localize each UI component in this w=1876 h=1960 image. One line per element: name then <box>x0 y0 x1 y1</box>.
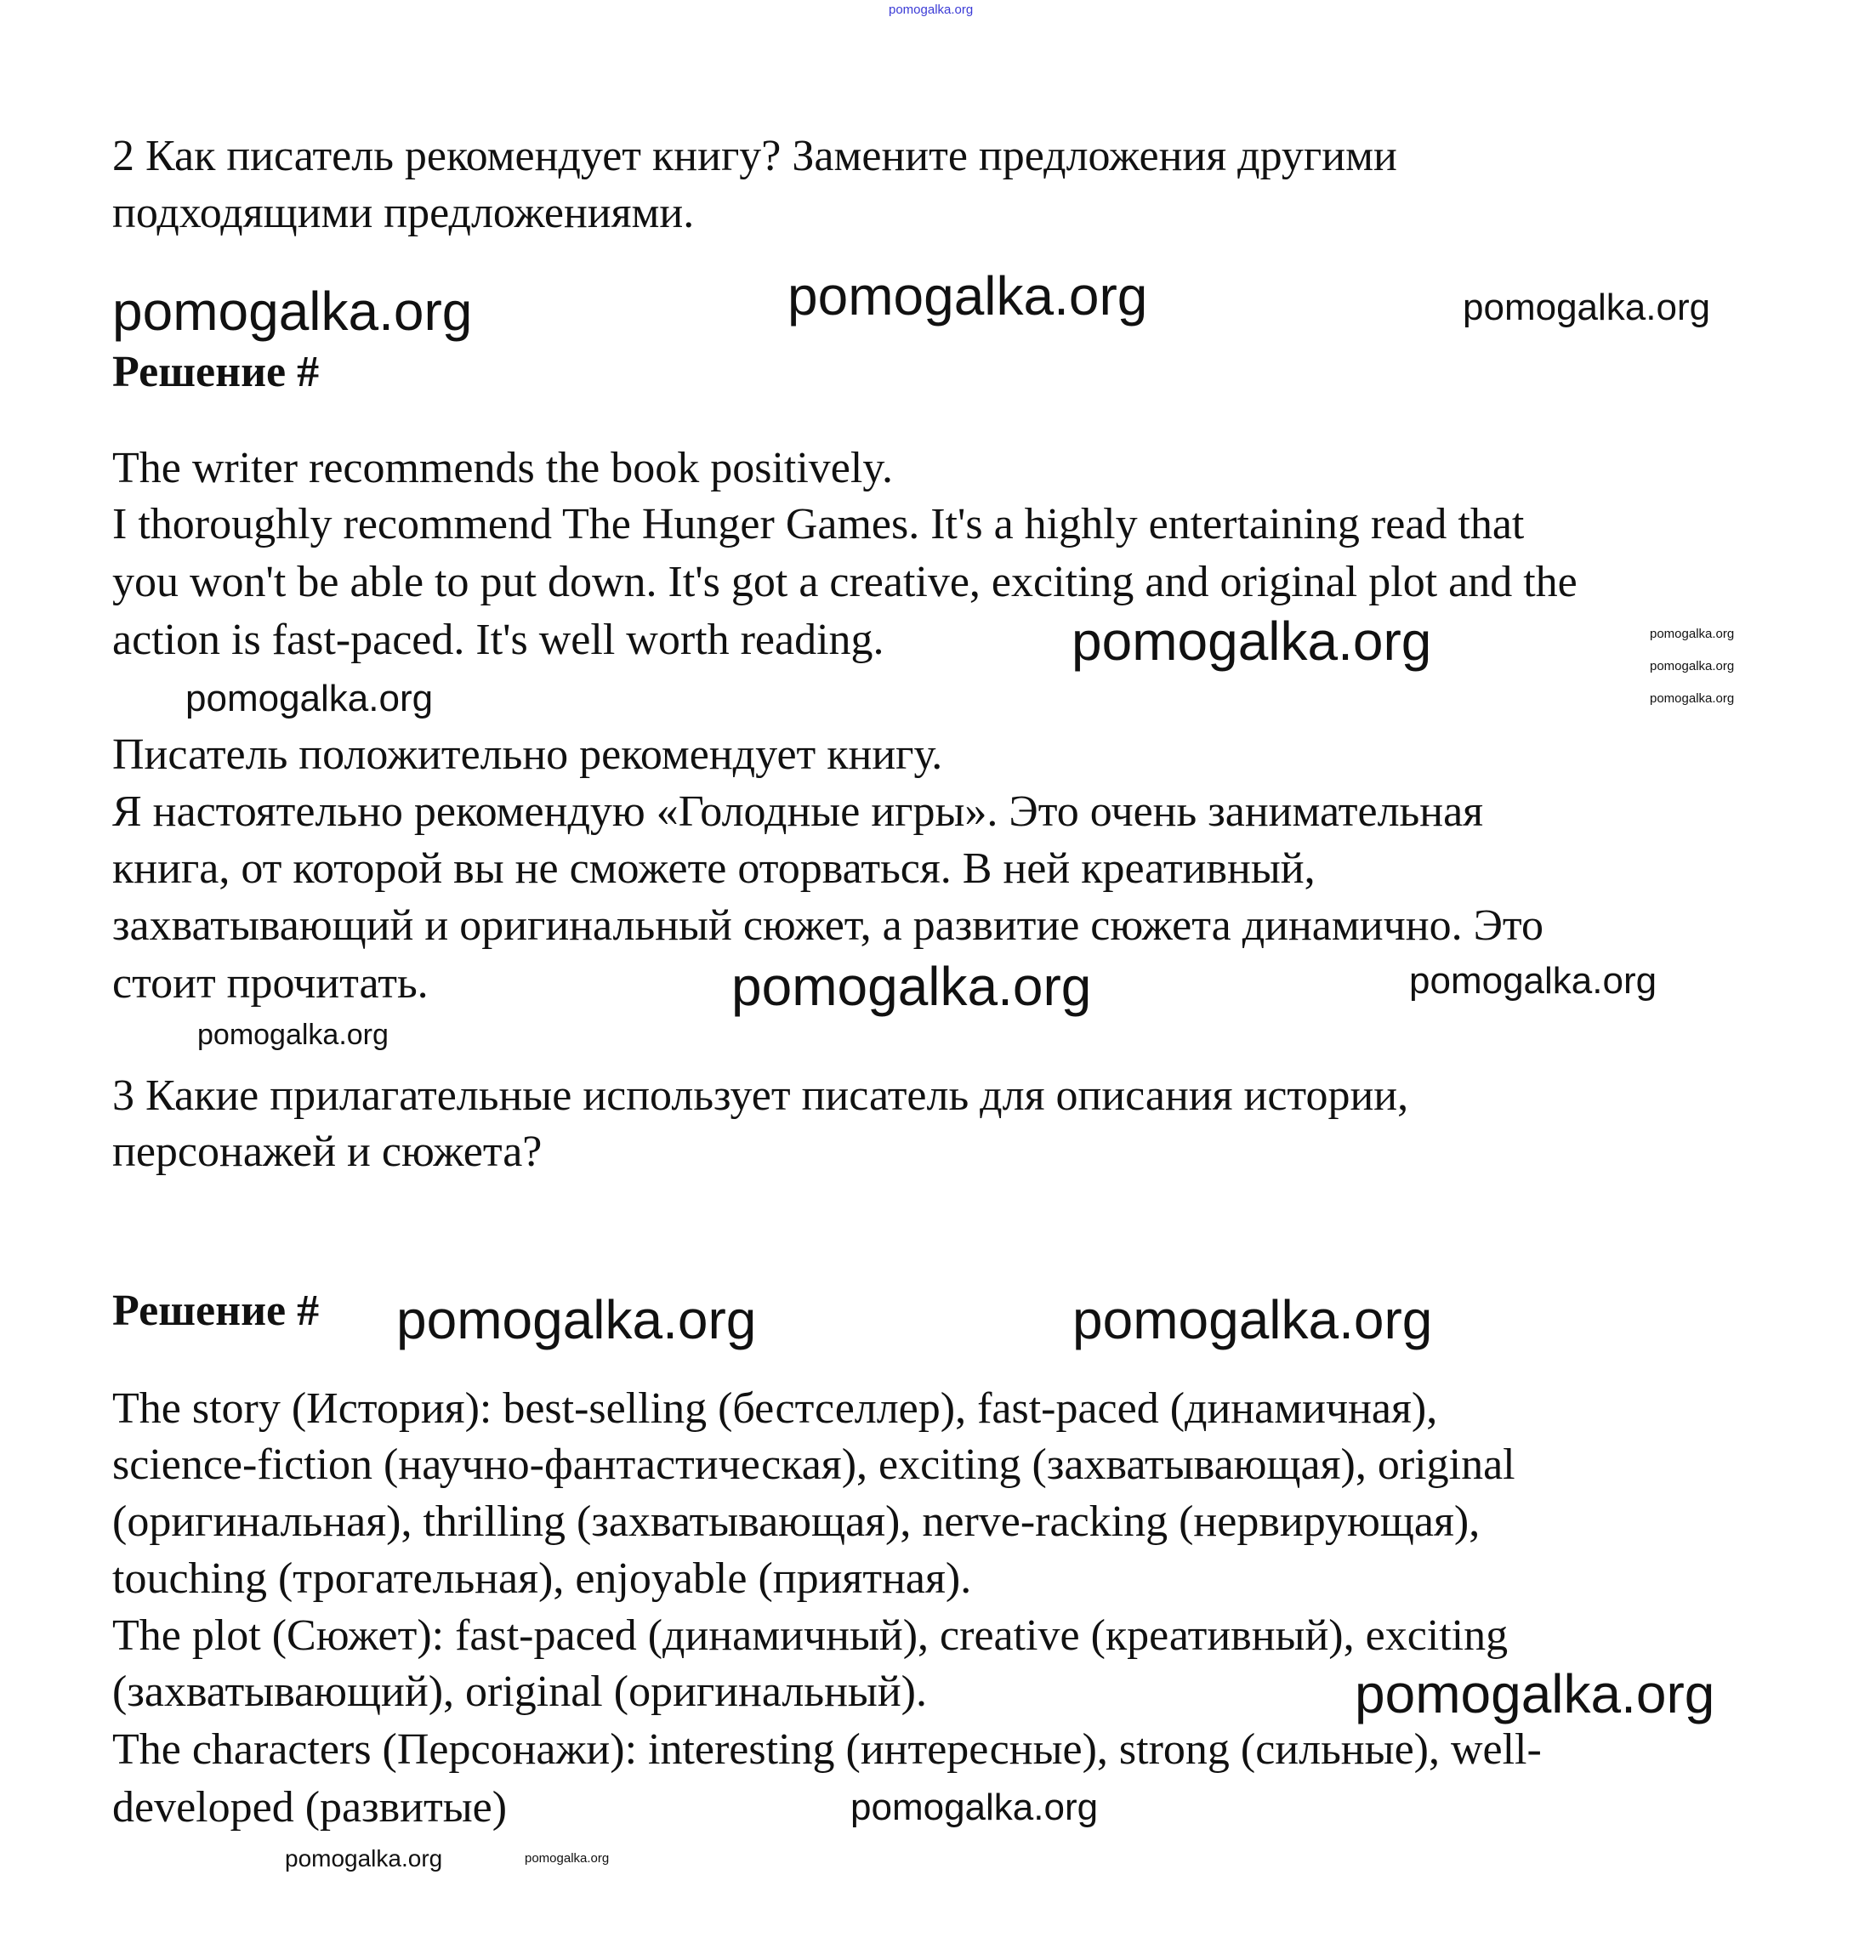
watermark: pomogalka.org <box>525 1851 610 1866</box>
question-line: 3 Какие прилагательные использует писатель для описания истории, <box>112 1071 1409 1120</box>
answer-line: The story (История): best-selling (бестселлер), fast-paced (динамичная), <box>112 1384 1438 1433</box>
watermark: pomogalka.org <box>1463 287 1711 328</box>
answer-line: The writer recommends the book positively. <box>112 444 893 492</box>
answer-line: action is fast-paced. It's well worth reading. <box>112 616 884 664</box>
answer-line: touching (трогательная), enjoyable (приятная). <box>112 1554 972 1603</box>
watermark: pomogalka.org <box>1650 659 1735 673</box>
watermark: pomogalka.org <box>1409 960 1657 1002</box>
answer-line: you won't be able to put down. It's got a creative, exciting and original plot and the <box>112 558 1578 606</box>
question-line: подходящими предложениями. <box>112 189 695 237</box>
answer-line: захватывающий и оригинальный сюжет, а развитие сюжета динамично. Это <box>112 901 1543 950</box>
watermark: pomogalka.org <box>1072 1289 1433 1350</box>
solution-label: Решение # <box>112 1287 320 1335</box>
answer-line: (захватывающий), original (оригинальный). <box>112 1667 927 1716</box>
answer-line: science-fiction (научно-фантастическая), exciting (захватывающая), original <box>112 1440 1515 1489</box>
watermark: pomogalka.org <box>1650 627 1735 641</box>
watermark: pomogalka.org <box>1072 611 1432 672</box>
answer-line: The plot (Сюжет): fast-paced (динамичный), creative (креативный), exciting <box>112 1611 1509 1660</box>
watermark: pomogalka.org <box>396 1289 757 1350</box>
watermark: pomogalka.org <box>197 1019 389 1051</box>
answer-line: I thoroughly recommend The Hunger Games. It's a highly entertaining read that <box>112 500 1525 548</box>
answer-line: (оригинальная), thrilling (захватывающая), nerve-racking (нервирующая), <box>112 1497 1481 1546</box>
watermark: pomogalka.org <box>285 1845 443 1872</box>
watermark: pomogalka.org <box>1650 691 1735 706</box>
answer-line: Я настоятельно рекомендую «Голодные игры». Это очень занимательная <box>112 787 1484 836</box>
answer-line: стоит прочитать. <box>112 959 429 1008</box>
watermark: pomogalka.org <box>787 265 1148 327</box>
watermark: pomogalka.org <box>112 281 473 342</box>
watermark: pomogalka.org <box>850 1787 1099 1828</box>
answer-line: книга, от которой вы не сможете оторваться. В ней креативный, <box>112 844 1316 893</box>
answer-line: developed (развитые) <box>112 1783 508 1832</box>
top-watermark: pomogalka.org <box>889 3 974 17</box>
answer-line: Писатель положительно рекомендует книгу. <box>112 730 943 779</box>
watermark: pomogalka.org <box>1355 1663 1715 1724</box>
question-line: персонажей и сюжета? <box>112 1128 543 1176</box>
answer-line: The characters (Персонажи): interesting (интересные), strong (сильные), well- <box>112 1725 1542 1774</box>
watermark: pomogalka.org <box>731 956 1092 1017</box>
solution-label: Решение # <box>112 348 320 396</box>
watermark: pomogalka.org <box>185 678 434 719</box>
question-line: 2 Как писатель рекомендует книгу? Замените предложения другими <box>112 132 1397 180</box>
